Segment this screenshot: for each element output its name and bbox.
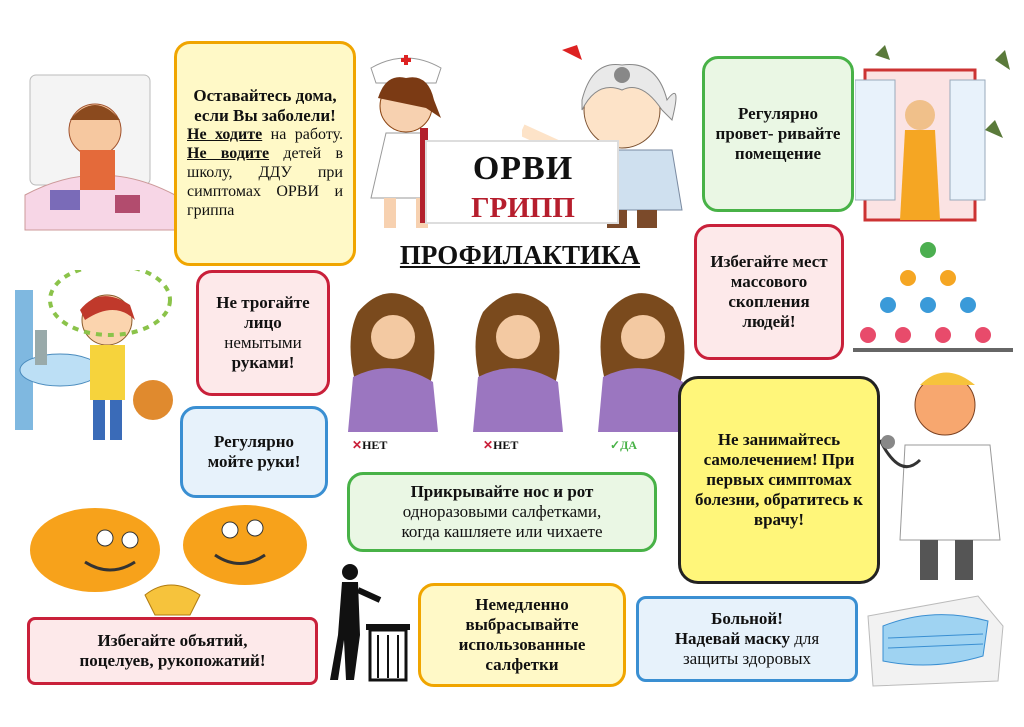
cough-label-no-2-text: НЕТ	[493, 438, 519, 452]
avoid-crowds-text: Избегайте мест массового скопления людей!	[710, 251, 828, 332]
avoid-hugs-line2: поцелуев, рукопожатий!	[79, 651, 266, 670]
mask-line3: защиты здоровых	[682, 649, 812, 669]
title-gripp: ГРИПП	[471, 192, 575, 224]
cover-nose-line3: когда кашляете или чихаете	[401, 522, 603, 542]
wash-hands-text: Регулярно мойте руки!	[207, 431, 301, 471]
no-touch-face-card	[196, 270, 330, 396]
ventilate-text: Регулярно провет- ривайте помещение	[715, 103, 841, 164]
doctor-stethoscope-illustration	[880, 360, 1020, 590]
cough-label-no-1-text: НЕТ	[362, 438, 388, 452]
mask-tail-text: для	[789, 628, 820, 648]
mask-card	[636, 596, 858, 682]
no-children-text: Не водите	[187, 145, 270, 163]
title-heading: ПРОФИЛАКТИКА	[399, 240, 641, 270]
cough-girl-1	[338, 282, 450, 432]
cover-nose-card	[347, 472, 657, 552]
title-orvi: ОРВИ	[472, 150, 574, 187]
cough-label-yes-text: ДА	[620, 438, 637, 452]
cough-label-no-1	[352, 438, 387, 453]
mask-bold-text: Надевай маску	[674, 628, 790, 648]
stay-home-body	[187, 126, 343, 220]
cross-icon: ✕	[352, 438, 363, 452]
discard-tissues-text: Немедленно выбрасывайте использованные салфетки	[458, 594, 586, 675]
no-touch-face-line2: немытыми	[224, 333, 302, 352]
wash-hands-card	[180, 406, 328, 498]
no-work-text: Не ходите	[187, 126, 263, 144]
cross-icon: ✕	[483, 438, 494, 452]
stay-home-card	[174, 41, 356, 266]
mask-box-illustration	[858, 586, 1008, 691]
no-touch-face-line1: Не трогайте лицо	[216, 292, 310, 332]
ventilate-card	[702, 56, 854, 212]
avoid-hugs-line1: Избегайте объятий,	[97, 630, 248, 650]
no-self-treatment-text: Не занимайтесь самолечением! При первых симптомах болезни, обратитесь к врачу!	[695, 429, 863, 530]
stay-home-work-text: на работу.	[262, 126, 344, 144]
discard-tissues-card	[418, 583, 626, 687]
mask-line1: Больной!	[711, 608, 783, 628]
mask-line2	[675, 629, 819, 649]
cover-nose-line1: Прикрывайте нос и рот	[410, 481, 594, 501]
stay-home-heading: Оставайтесь дома, если Вы заболели!	[193, 86, 337, 126]
check-icon: ✓	[610, 438, 621, 452]
cover-nose-line2: одноразовыми салфетками,	[402, 501, 602, 521]
stay-home-children-text: детей в школу, ДДУ при симптомах ОРВИ и гриппа	[187, 145, 343, 219]
cough-girl-2	[463, 282, 575, 432]
no-self-treatment-card	[678, 376, 880, 584]
smileys-handshake-illustration	[25, 500, 315, 620]
cough-label-no-2	[483, 438, 518, 453]
trash-bin-icon	[330, 560, 410, 685]
avoid-hugs-card	[27, 617, 318, 685]
cough-label-yes	[610, 438, 637, 453]
no-touch-face-line3: руками!	[231, 353, 295, 373]
window-illustration	[855, 40, 1015, 230]
handwashing-boy-illustration	[15, 270, 180, 445]
avoid-crowds-card	[694, 224, 844, 360]
sick-child-illustration	[20, 55, 180, 235]
crowd-pyramid-illustration	[848, 240, 1018, 360]
